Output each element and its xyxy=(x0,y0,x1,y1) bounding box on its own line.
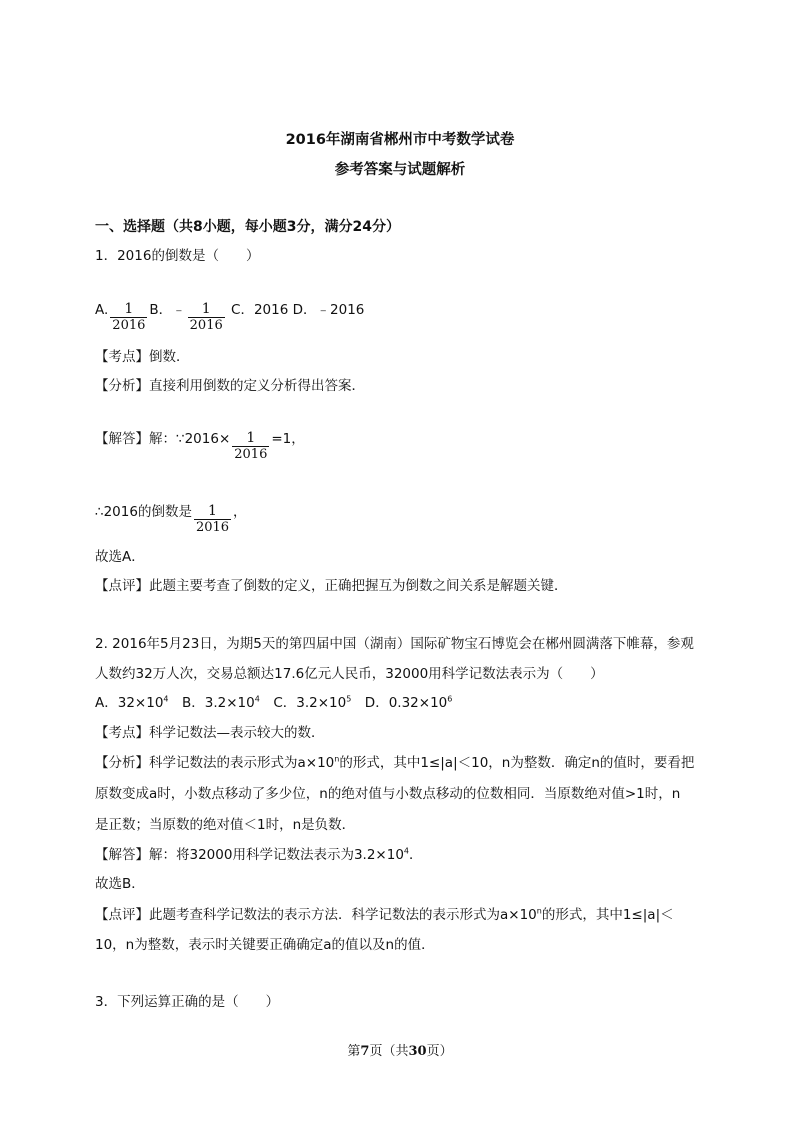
q1-conclusion-fraction xyxy=(194,504,231,536)
document-title: 2016年湖南省郴州市中考数学试卷 xyxy=(285,132,515,148)
q1-option-a-fraction xyxy=(110,302,147,334)
fraction-denominator: 2016 xyxy=(189,318,223,333)
q1-answer: 故选A． xyxy=(95,549,145,565)
q2-jieda-text: ． xyxy=(409,847,423,863)
q1-conclusion-suffix: ， xyxy=(233,504,247,520)
exponent: 4 xyxy=(403,846,409,856)
q2-dianping-line1 xyxy=(95,903,674,923)
q2-option-b: B．3.2×10 xyxy=(168,695,255,711)
q2-fenxi-line3: 是正数；当原数的绝对值＜1时，n是负数． xyxy=(95,817,356,833)
fraction-numerator: 1 xyxy=(110,302,147,318)
exponent: 5 xyxy=(346,694,352,704)
q2-options xyxy=(95,691,452,711)
document-subtitle: 参考答案与试题解析 xyxy=(334,162,466,178)
q2-option-a: A．32×10 xyxy=(95,695,164,711)
exponent: n xyxy=(334,754,340,764)
q2-fenxi-line2: 原数变成a时，小数点移动了多少位，n的绝对值与小数点移动的位数相同．当原数绝对值>1时，n xyxy=(95,786,681,802)
q1-jieda-fraction xyxy=(232,431,269,463)
exponent: 4 xyxy=(163,694,169,704)
exponent: n xyxy=(536,906,542,916)
q1-options xyxy=(95,294,365,333)
q1-option-a-label: A. xyxy=(95,302,109,318)
fraction-denominator: 2016 xyxy=(234,447,268,462)
exponent: 6 xyxy=(447,694,453,704)
q1-conclusion-prefix: ∴2016的倒数是 xyxy=(95,504,192,520)
page-number: 7 xyxy=(360,1044,370,1059)
page-footer xyxy=(0,1040,800,1059)
q1-option-b-fraction xyxy=(188,302,225,334)
q2-fenxi-line1 xyxy=(95,751,694,771)
q2-dianping-text: 的形式，其中1≤|a|＜ xyxy=(541,907,674,923)
q1-fenxi: 【分析】直接利用倒数的定义分析得出答案． xyxy=(95,378,365,394)
q2-fenxi-text: 的形式，其中1≤|a|＜10，n为整数．确定n的值时，要看把 xyxy=(339,755,695,771)
fraction-numerator: 1 xyxy=(232,431,269,447)
section-heading: 一、选择题（共8小题，每小题3分，满分24分） xyxy=(95,219,400,235)
fraction-denominator: 2016 xyxy=(112,318,146,333)
q3-stem: 3．下列运算正确的是（ ） xyxy=(95,994,280,1010)
fraction-denominator: 2016 xyxy=(195,520,230,535)
q2-fenxi-text: 【分析】科学记数法的表示形式为a×10 xyxy=(95,755,335,771)
q2-jieda xyxy=(95,843,423,863)
q1-dianping: 【点评】此题主要考查了倒数的定义，正确把握互为倒数之间关系是解题关键． xyxy=(95,578,568,594)
fraction-numerator: 1 xyxy=(194,504,231,520)
q2-dianping-line2: 10，n为整数，表示时关键要正确确定a的值以及n的值． xyxy=(95,937,435,953)
footer-text: 页（共 xyxy=(369,1044,409,1059)
q2-option-c: C．3.2×10 xyxy=(259,695,347,711)
q2-dianping-text: 【点评】此题考查科学记数法的表示方法．科学记数法的表示形式为a×10 xyxy=(95,907,537,923)
q2-jieda-text: 【解答】解：将32000用科学记数法表示为3.2×10 xyxy=(95,847,404,863)
q1-kaodian: 【考点】倒数． xyxy=(95,349,190,365)
page-total: 30 xyxy=(408,1044,427,1059)
q2-stem-line2: 人数约32万人次，交易总额达17.6亿元人民币，32000用科学记数法表示为（ ） xyxy=(95,666,604,682)
q1-jieda-prefix: 【解答】解：∵2016× xyxy=(95,431,231,447)
q1-conclusion xyxy=(95,496,247,535)
footer-text: 第 xyxy=(347,1044,361,1059)
q2-kaodian: 【考点】科学记数法—表示较大的数． xyxy=(95,725,325,741)
q2-answer: 故选B． xyxy=(95,876,145,892)
exponent: 4 xyxy=(254,694,260,704)
q1-jieda-suffix: =1， xyxy=(271,431,305,447)
q1-jieda xyxy=(95,423,305,462)
q2-option-d: D．0.32×10 xyxy=(351,695,448,711)
q1-options-c-d: C．2016 D．﹣2016 xyxy=(231,302,365,318)
q1-stem: 1．2016的倒数是（ ） xyxy=(95,248,260,264)
fraction-numerator: 1 xyxy=(188,302,225,318)
q2-stem-line1: 2. 2016年5月23日，为期5天的第四届中国（湖南）国际矿物宝石博览会在郴州圆满落下帷幕，参观 xyxy=(95,636,694,652)
footer-text: 页） xyxy=(426,1044,453,1059)
q1-option-b-label: B．﹣ xyxy=(149,302,186,318)
